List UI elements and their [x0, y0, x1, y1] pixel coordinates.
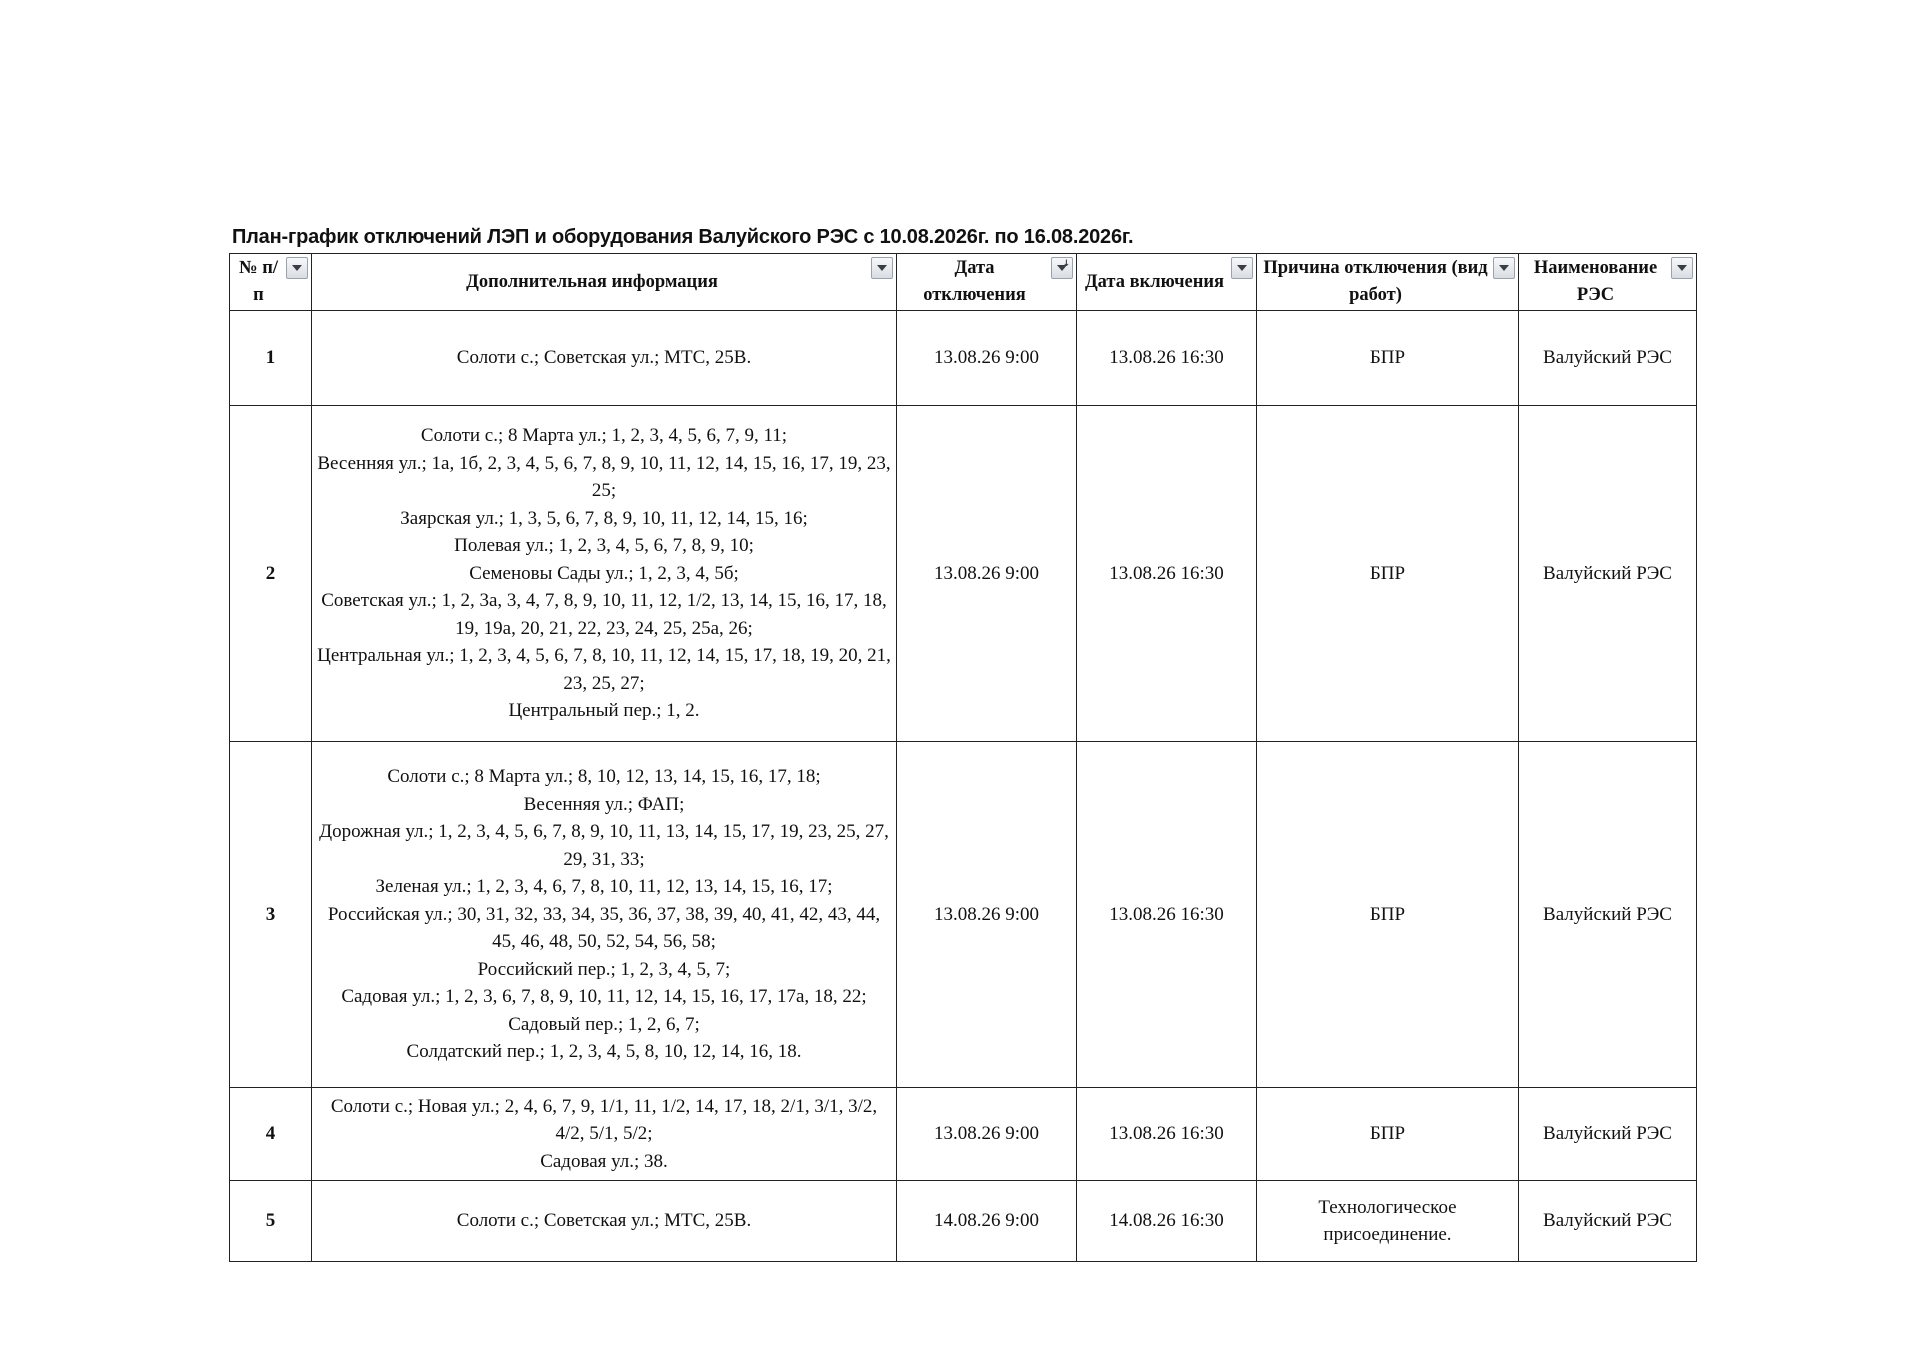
- cell-off-date: 13.08.26 9:00: [897, 1088, 1077, 1181]
- cell-number: 1: [230, 311, 312, 406]
- cell-res-name: Валуйский РЭС: [1519, 311, 1697, 406]
- table-row: [230, 406, 1697, 742]
- filter-dropdown-icon[interactable]: [286, 257, 308, 279]
- table-row: [230, 742, 1697, 1088]
- header-info-label: Дополнительная информация: [466, 271, 718, 292]
- header-res-name-label: Наименование РЭС: [1533, 258, 1658, 305]
- info-line: Солоти с.; 8 Марта ул.; 8, 10, 12, 13, 14, 15, 16, 17, 18;: [387, 766, 821, 788]
- cell-number: 5: [230, 1181, 312, 1262]
- cell-info: [312, 1088, 897, 1181]
- header-number-label: № п/п: [238, 258, 278, 305]
- cell-res-name: Валуйский РЭС: [1519, 742, 1697, 1088]
- cell-off-date: 13.08.26 9:00: [897, 742, 1077, 1088]
- cell-reason: БПР: [1257, 742, 1519, 1088]
- filter-dropdown-icon[interactable]: [1493, 257, 1515, 279]
- header-off-date: [897, 254, 1077, 311]
- cell-off-date: 13.08.26 9:00: [897, 406, 1077, 742]
- header-res-name: [1519, 254, 1697, 311]
- cell-reason: Технологическое присоединение.: [1257, 1181, 1519, 1262]
- cell-res-name: Валуйский РЭС: [1519, 1181, 1697, 1262]
- table-row: [230, 311, 1697, 406]
- cell-reason: БПР: [1257, 1088, 1519, 1181]
- cell-info: [312, 742, 897, 1088]
- cell-on-date: 13.08.26 16:30: [1077, 1088, 1257, 1181]
- cell-number: 3: [230, 742, 312, 1088]
- info-line: Солоти с.; 8 Марта ул.; 1, 2, 3, 4, 5, 6, 7, 9, 11;: [420, 425, 788, 447]
- info-line: Центральная ул.; 1, 2, 3, 4, 5, 6, 7, 8, 10, 11, 12, 14, 15, 17, 18, 19, 20, 21, 23, 25, 27;: [317, 645, 891, 694]
- header-info: [312, 254, 897, 311]
- info-line: Заярская ул.; 1, 3, 5, 6, 7, 8, 9, 10, 11, 12, 14, 15, 16;: [400, 507, 808, 529]
- info-line: Полевая ул.; 1, 2, 3, 4, 5, 6, 7, 8, 9, 10;: [454, 535, 754, 557]
- cell-off-date: 13.08.26 9:00: [897, 311, 1077, 406]
- cell-info: [312, 1181, 897, 1262]
- table-row: [230, 1088, 1697, 1181]
- sort-filter-dropdown-icon[interactable]: ↓: [1051, 257, 1073, 279]
- cell-reason: БПР: [1257, 311, 1519, 406]
- info-line: Центральный пер.; 1, 2.: [508, 700, 700, 722]
- page-title: План-график отключений ЛЭП и оборудования Валуйского РЭС с 10.08.2026г. по 16.08.2026г.: [232, 226, 1134, 248]
- header-on-date-label: Дата включения: [1084, 271, 1225, 292]
- info-line: Весенняя ул.; ФАП;: [523, 793, 685, 815]
- cell-off-date: 14.08.26 9:00: [897, 1181, 1077, 1262]
- info-line: Российская ул.; 30, 31, 32, 33, 34, 35, 36, 37, 38, 39, 40, 41, 42, 43, 44, 45, 46, 48, 50, 52, 54, 56, 58;: [327, 903, 881, 953]
- cell-res-name: Валуйский РЭС: [1519, 406, 1697, 742]
- header-off-date-label: Дата отключения: [923, 258, 1026, 305]
- cell-on-date: 13.08.26 16:30: [1077, 311, 1257, 406]
- header-number: [230, 254, 312, 311]
- cell-on-date: 14.08.26 16:30: [1077, 1181, 1257, 1262]
- header-reason-label: Причина отключения (вид работ): [1263, 258, 1488, 305]
- cell-on-date: 13.08.26 16:30: [1077, 406, 1257, 742]
- cell-on-date: 13.08.26 16:30: [1077, 742, 1257, 1088]
- cell-reason: БПР: [1257, 406, 1519, 742]
- cell-res-name: Валуйский РЭС: [1519, 1088, 1697, 1181]
- info-line: Садовый пер.; 1, 2, 6, 7;: [508, 1013, 700, 1035]
- info-line: Зеленая ул.; 1, 2, 3, 4, 6, 7, 8, 10, 11, 12, 13, 14, 15, 16, 17;: [375, 876, 833, 898]
- info-line: Солоти с.; Новая ул.; 2, 4, 6, 7, 9, 1/1, 11, 1/2, 14, 17, 18, 2/1, 3/1, 3/2, 4/2, 5/1, 5/2;: [330, 1095, 878, 1145]
- cell-info: [312, 311, 897, 406]
- header-on-date: [1077, 254, 1257, 311]
- filter-dropdown-icon[interactable]: [1231, 257, 1253, 279]
- cell-info: [312, 406, 897, 742]
- filter-dropdown-icon[interactable]: [1671, 257, 1693, 279]
- header-reason: [1257, 254, 1519, 311]
- info-line: Дорожная ул.; 1, 2, 3, 4, 5, 6, 7, 8, 9, 10, 11, 13, 14, 15, 17, 19, 23, 25, 27, 29, 31, 33;: [319, 821, 889, 870]
- table-header-row: [230, 254, 1697, 311]
- info-line: Садовая ул.; 38.: [540, 1150, 668, 1172]
- cell-number: 2: [230, 406, 312, 742]
- info-line: Солоти с.; Советская ул.; МТС, 25В.: [456, 1210, 752, 1232]
- info-line: Садовая ул.; 1, 2, 3, 6, 7, 8, 9, 10, 11, 12, 14, 15, 16, 17, 17а, 18, 22;: [341, 986, 867, 1008]
- info-line: Весенняя ул.; 1а, 1б, 2, 3, 4, 5, 6, 7, 8, 9, 10, 11, 12, 14, 15, 16, 17, 19, 23, 25;: [317, 452, 891, 502]
- info-line: Солдатский пер.; 1, 2, 3, 4, 5, 8, 10, 12, 14, 16, 18.: [406, 1041, 802, 1063]
- filter-dropdown-icon[interactable]: [871, 257, 893, 279]
- outage-schedule-table: [229, 253, 1697, 1262]
- info-line: Советская ул.; 1, 2, 3а, 3, 4, 7, 8, 9, 10, 11, 12, 1/2, 13, 14, 15, 16, 17, 18, 19, 19а, 20, 21, 22, 23, 24, 25, 25а, 26;: [321, 590, 887, 639]
- info-line: Солоти с.; Советская ул.; МТС, 25В.: [456, 347, 752, 369]
- cell-number: 4: [230, 1088, 312, 1181]
- table-row: [230, 1181, 1697, 1262]
- info-line: Российский пер.; 1, 2, 3, 4, 5, 7;: [477, 958, 731, 980]
- info-line: Семеновы Сады ул.; 1, 2, 3, 4, 5б;: [469, 562, 739, 584]
